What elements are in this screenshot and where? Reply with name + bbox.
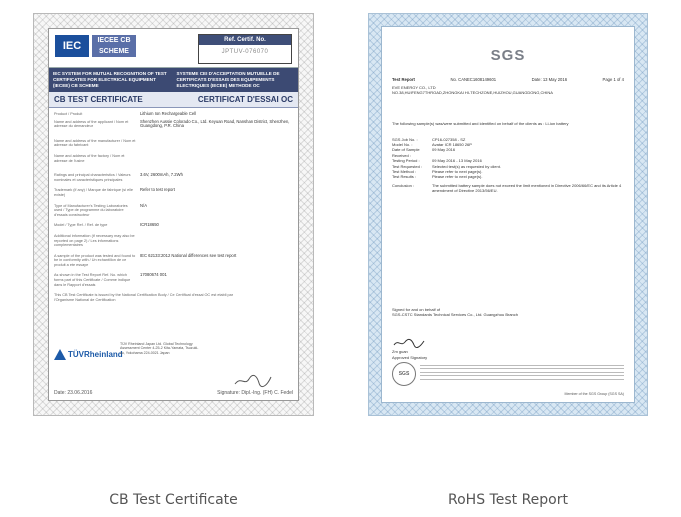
cb-field-key: Type of Manufacturer's Testing Laboratories used / Type de programme du laboratoire d'essais constructeur	[54, 203, 128, 217]
sgs-address: NO.38,HUIFENG7THROAD,ZHONGKAI HI-TECHZONE,HUIZHOU,GUANGDONG,CHINA	[392, 90, 553, 96]
sgs-report-date: Date: 13 May 2016	[531, 77, 568, 82]
cb-field-row	[54, 293, 293, 302]
ref-certif-box	[198, 34, 292, 64]
rohs-test-report-image	[368, 13, 648, 416]
sgs-field-row	[392, 147, 624, 158]
sgs-field-value: The submitted battery sample does not exceed the limit mentioned in Directive 2006/66/EC and its Article 4 amendment of Directive 2013/56/EU.	[432, 182, 622, 194]
sgs-field-key: Date of Sample Received :	[392, 147, 420, 158]
signer-name: Zm guan	[392, 349, 408, 355]
sgs-fields	[392, 137, 624, 194]
tuv-logo	[54, 346, 123, 362]
cb-fields	[49, 108, 298, 302]
signed-company: SGS-CSTC Standards Technical Services Co., Ltd. Guangzhou Branch	[392, 312, 518, 318]
sgs-field-value: CP16-027358 - SZ	[432, 136, 466, 142]
cb-field-value: ICR18650	[140, 222, 159, 228]
cb-test-certificate-image	[33, 13, 314, 416]
sgs-test-report-label: Test Report	[392, 77, 415, 82]
cb-field-row	[54, 223, 293, 228]
sgs-field-key: SGS Job No. :	[392, 136, 418, 142]
sgs-field-value: 09 May 2016	[432, 147, 456, 153]
cb-field-key: Name and address of the factory / Nom et adresse de l'usine	[54, 153, 125, 163]
cb-field-row	[54, 254, 293, 268]
cb-field-row	[54, 173, 293, 182]
cb-field-row	[54, 204, 293, 218]
sgs-member-text: Member of the SGS Group (SGS SA)	[564, 392, 624, 396]
cb-field-key: Trademark (if any) / Marque de fabrique (si elle existe)	[54, 188, 133, 197]
cb-field-row	[54, 234, 293, 248]
cb-field-value	[140, 139, 293, 148]
cb-field-row	[54, 139, 293, 148]
cb-field-value: N/A	[140, 202, 147, 208]
certificate-date: Date: 23.06.2016	[54, 390, 93, 396]
sgs-report-number: No. CANEC1608149601	[450, 77, 497, 82]
sgs-report-page	[381, 26, 635, 403]
cb-field-row	[54, 120, 293, 129]
sgs-field-row	[392, 174, 624, 179]
cb-field-row	[54, 188, 293, 197]
cb-field-key: This CB Test Certificate is issued by the National Certification Body / Ce Certificat d'essai OC est etabli par l'Organisme National de Certification	[54, 293, 233, 302]
sgs-logo: SGS	[482, 47, 534, 65]
caption-cb-test-certificate: CB Test Certificate	[109, 492, 238, 508]
signer-role: Approved Signatory	[392, 354, 428, 360]
iecee-system-band	[49, 68, 298, 92]
sgs-report-header	[392, 77, 624, 82]
cb-title-en: CB TEST CERTIFICATE	[54, 95, 143, 104]
sgs-field-key: Model No. :	[392, 142, 413, 148]
cb-field-value: Refer to test report	[140, 187, 175, 193]
cb-field-value	[258, 293, 293, 302]
cb-field-key: A sample of the product was tested and found to be in conformity with / Un echantillon de ce produit a ete essaye	[54, 253, 136, 267]
cb-field-row	[54, 273, 293, 287]
cb-field-row	[54, 154, 293, 163]
sgs-field-key: Testing Period :	[392, 158, 420, 164]
cb-field-value: Shenzhen Aussie Colorado Co., Ltd. Keyuan Road, Nanshan District, Shenzhen, Guangdong, P.R. China	[140, 118, 290, 129]
iec-logo: IEC	[55, 35, 89, 57]
sgs-fine-print	[420, 365, 624, 383]
cb-field-value: 3.6V, 2600mAh, 7.2Wh	[140, 172, 183, 178]
cb-field-key: Name and address of the manufacturer / Nom et adresse du fabricant	[54, 138, 136, 148]
cb-field-row	[54, 112, 293, 117]
cb-field-key: Model / Type Ref. / Ref. de type	[54, 223, 108, 228]
band-text-en: IEC SYSTEM FOR MUTUAL RECOGNITION OF TEST CERTIFICATES FOR ELECTRICAL EQUIPMENT (IECEE) CB SCHEME	[53, 71, 167, 88]
cb-field-value: 17080674 001	[140, 272, 167, 278]
sgs-field-row	[392, 183, 624, 194]
sgs-field-key: Conclusion :	[392, 182, 415, 188]
cb-field-value	[140, 154, 293, 163]
sgs-report-page: Page 1 of 4	[602, 77, 624, 82]
cb-title-band	[49, 92, 298, 108]
cb-field-key: Name and address of the applicant / Nom et adresse du demandeur	[54, 119, 129, 129]
sgs-field-value: Please refer to next page(s).	[432, 174, 483, 180]
sgs-field-value: Selected test(s) as requested by client.	[432, 163, 501, 169]
ref-certif-value: JPTUV-076070	[221, 49, 269, 55]
cb-header	[49, 29, 298, 68]
cb-field-value: Lithium Ion Rechargeable Cell	[140, 111, 197, 116]
sgs-signature-block	[392, 307, 518, 360]
certificate-signature: Signature: Dipl.-Ing. (FH) C. Fedel	[217, 390, 293, 396]
cb-field-key: Additional information (if necessary may also be reported on page 2) / Les informations complementaires	[54, 233, 135, 248]
ref-certif-label: Ref. Certif. No.	[199, 35, 291, 45]
tuv-triangle-icon	[54, 349, 66, 360]
cb-footer	[54, 332, 293, 396]
cb-field-key: Ratings and principal characteristics / Valeurs nominales et caracteristiques principales	[54, 173, 131, 182]
sgs-seal-icon: SGS	[392, 362, 416, 386]
cb-field-key: Product / Produit	[54, 112, 83, 116]
sgs-field-value: Please refer to next page(s).	[432, 169, 483, 175]
sgs-field-value: Avatar ICR 18650 26P	[432, 142, 472, 148]
signature-scribble-icon	[233, 374, 273, 388]
sgs-intro: The following sample(s) was/were submitted and identified on behalf of the clients as : Li-ion battery	[392, 121, 569, 127]
cb-field-key: As shown in the Test Report Ref. No. which forms part of this Certificate / Comme indique dans le Rapport d'essais	[54, 273, 131, 287]
cb-title-fr: CERTIFICAT D'ESSAI OC	[197, 95, 293, 104]
iecee-logo: IECEE CB SCHEME	[92, 35, 136, 57]
cb-field-value: IEC 62133:2012 National differences see test report	[140, 252, 237, 258]
sgs-field-key: Test Results :	[392, 174, 417, 180]
caption-rohs-test-report: RoHS Test Report	[448, 492, 568, 508]
band-text-fr: SYSTEME CEI D'ACCEPTATION MUTUELLE DE CERTIFICATS D'ESSAIS DES EQUIPEMENTS ELECTRIQUES (IECEE) METHODE OC	[176, 71, 280, 88]
sgs-field-key: Test Requested :	[392, 163, 423, 169]
sgs-field-key: Test Method :	[392, 169, 417, 175]
cb-certificate-page	[48, 28, 299, 401]
tuv-address: TÜV Rheinland Japan Ltd. Global Technology Assessment Center 4-25-2 Kita-Yamata, Tsuzuki-ku, Yokohama 224-0021 Japan	[120, 342, 199, 355]
tuv-name: TÜVRheinland	[68, 349, 123, 359]
sgs-field-value: 09 May 2016 - 13 May 2016	[432, 158, 482, 164]
cb-field-value	[140, 234, 293, 248]
sgs-company: EVE ENERGY CO., LTD	[392, 85, 436, 90]
signature-scribble-icon	[392, 337, 426, 349]
signed-for-text: Signed for and on behalf of	[392, 307, 441, 312]
